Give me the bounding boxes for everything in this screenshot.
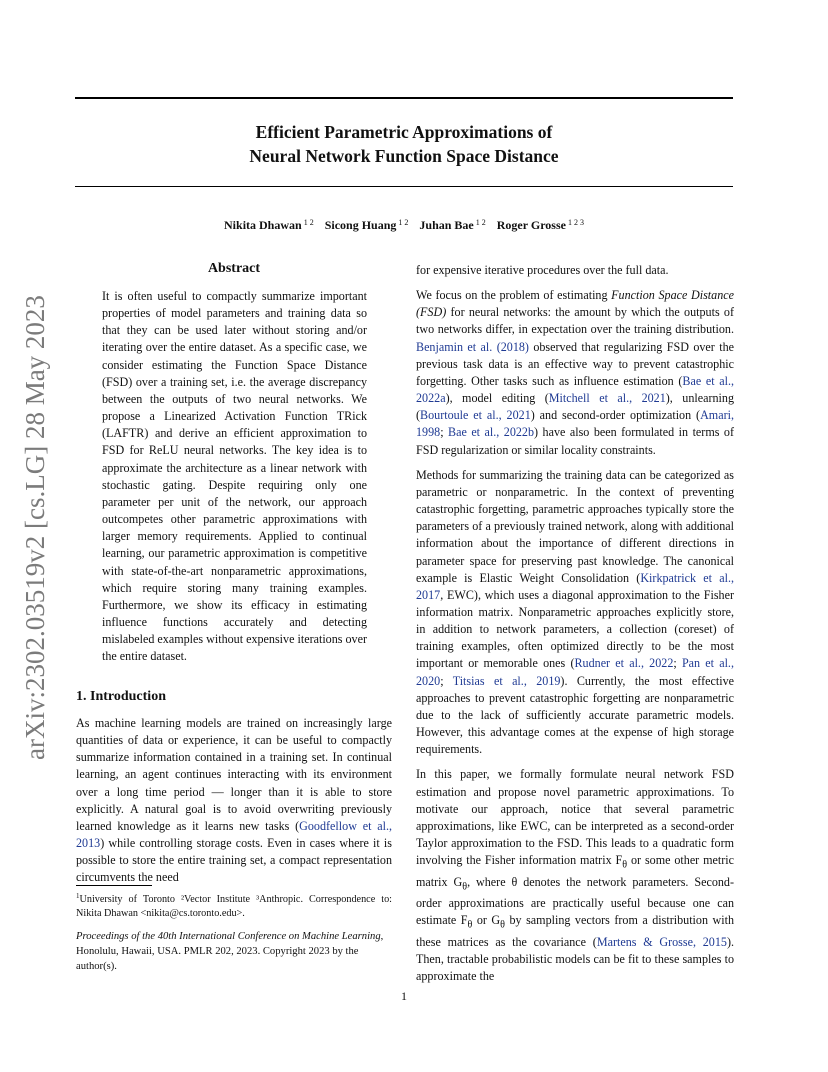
abstract-text: It is often useful to compactly summarize important properties of model parameters and training data so that they can be used later without storing and/or iterating over the entire dataset. As a specific case, we consider estimating the Function Space Distance (FSD) over a training set, i.e. the average discrepancy between the outputs of two neural networks. We propose a Linearized Activation Function TRick (LAFTR) and derive an efficient approximation to FSD for ReLU neural networks. The key idea is to approximate the architecture as a linear network with stochastic gating. Despite requiring only one parameter per unit of the network, our approach outcompetes other parametric approximations with larger memory requirements. Applied to continual learning, our parametric approximation is competitive with state-of-the-art nonparametric approximations, which require storing many training examples. Furthermore, we show its efficacy in estimating influence functions accurately and detecting mislabeled examples without expensive iterations over the entire dataset. [102,289,367,664]
paragraph-methods: Methods for summarizing the training data can be categorized as parametric or nonparametric. In the context of preventing catastrophic forgetting, parametric approaches typically store the parameters of a previously trained network, along with additional information about the importance of different directions in parameter space for preserving past knowledge. The canonical example is Elastic Weight Consolidation (Kirkpatrick et al., 2017, EWC), which uses a diagonal approximation to the Fisher information matrix. Nonparametric approaches explicitly store, in addition to network parameters, a collection (coreset) of training examples, often optimized directly to be the most important or memorable ones (Rudner et al., 2022; Pan et al., 2020; Titsias et al., 2019). Currently, the most effective approaches to prevent catastrophic forgetting are nonparametric due to the lack of sufficiently accurate parametric models. However, this advantage comes at the expense of high storage requirements. [416,467,735,757]
abstract-heading: Abstract [207,261,261,276]
author: Roger Grosse $^{1 2 3}$ [496,218,584,232]
citation-link[interactable]: Goodfellow et al., 2013 [76,818,392,851]
introduction-paragraph: As machine learning models are trained on increasingly large quantities of data or experience, it can be useful to compactly summarize information contained in a training set. In continual learning, an agent continues interacting with its environment over a long time period — longer than it is able to store explicitly. A natural goal is to avoid overwriting previously learned knowledge as it learns new tasks (Goodfellow et al., 2013) while controlling storage costs. Even in cases where it is possible to store the entire training set, a compact representation circumvents the need [76,716,392,885]
citation-link[interactable]: Pan et al., 2020 [416,656,734,688]
citation-link[interactable]: Benjamin et al. (2018) [416,339,529,354]
citation-link[interactable]: Amari, 1998 [416,408,734,440]
paragraph-continuation: for expensive iterative procedures over the full data. [416,263,669,277]
author: Nikita Dhawan $^{1 2}$ [224,218,314,232]
author: Juhan Bae $^{1 2}$ [419,218,486,232]
paragraph-fsd: We focus on the problem of estimating Function Space Distance (FSD) for neural networks: the amount by which the outputs of two networks differ, in expectation over the training distribution. Benjamin et al. (2018) observed that regularizing FSD over the previous task data is an effective way to prevent catastrophic forgetting. Other tasks such as influence estimation (Bae et al., 2022a), model editing (Mitchell et al., 2021), unlearning (Bourtoule et al., 2021) and second-order optimization (Amari, 1998; Bae et al., 2022b) have also been formulated in terms of FSD regularization or similar locality constraints. [416,288,734,457]
footnote-rule [76,885,152,886]
affiliation-footnote: $^1$University of Toronto ²Vector Institute ³Anthropic. Correspondence to: Nikita Dhawan <nikita@cs.toronto.edu>. [76,892,392,919]
citation-link[interactable]: Rudner et al., 2022 [574,656,674,671]
citation-link[interactable]: Mitchell et al., 2021 [548,391,666,406]
right-column [416,262,734,993]
title-line-1: Efficient Parametric Approximations of [255,122,553,142]
citation-link[interactable]: Bae et al., 2022a [416,373,734,406]
arxiv-identifier[interactable]: arXiv:2302.03519v2 [cs.LG] 28 May 2023 [20,295,50,760]
author: Sicong Huang $^{1 2}$ [324,218,409,232]
title-top-rule [75,97,733,99]
title-line-2: Neural Network Function Space Distance [249,146,559,166]
citation-link[interactable]: Bae et al., 2022b [448,425,535,440]
citation-link[interactable]: Martens & Grosse, 2015 [596,935,727,949]
paragraph-approach: In this paper, we formally formulate neural network FSD estimation and propose novel parametric approximations. To motivate our approach, notice that several parametric approximations, like EWC, can be interpreted as a second-order Taylor approximation to the FSD. This leads to a quadratic form involving the Fisher information matrix $F_\theta$ or some other metric matrix $G_\theta$, where θ denotes the network parameters. Second-order approximations are practically useful because one can estimate $F_\theta$ or $G_\theta$ by sampling vectors from a distribution with these matrices as the covariance (Martens & Grosse, 2015). Then, tractable probabilistic models can be fit to these samples to approximate the [416,767,735,984]
page-number: 1 [401,989,407,1003]
title-bottom-rule [75,186,733,187]
citation-link[interactable]: Kirkpatrick et al., 2017 [416,570,735,602]
proceedings-note: Proceedings of the 40th International Conference on Machine Learning, Honolulu, Hawaii, USA. PMLR 202, 2023. Copyright 2023 by the author(s). [76,931,384,972]
paper-title [75,120,733,168]
author-list [75,213,733,235]
citation-link[interactable]: Bourtoule et al., 2021 [420,408,531,423]
introduction-heading: 1. Introduction [76,689,166,704]
citation-link[interactable]: Titsias et al., 2019 [452,673,561,688]
